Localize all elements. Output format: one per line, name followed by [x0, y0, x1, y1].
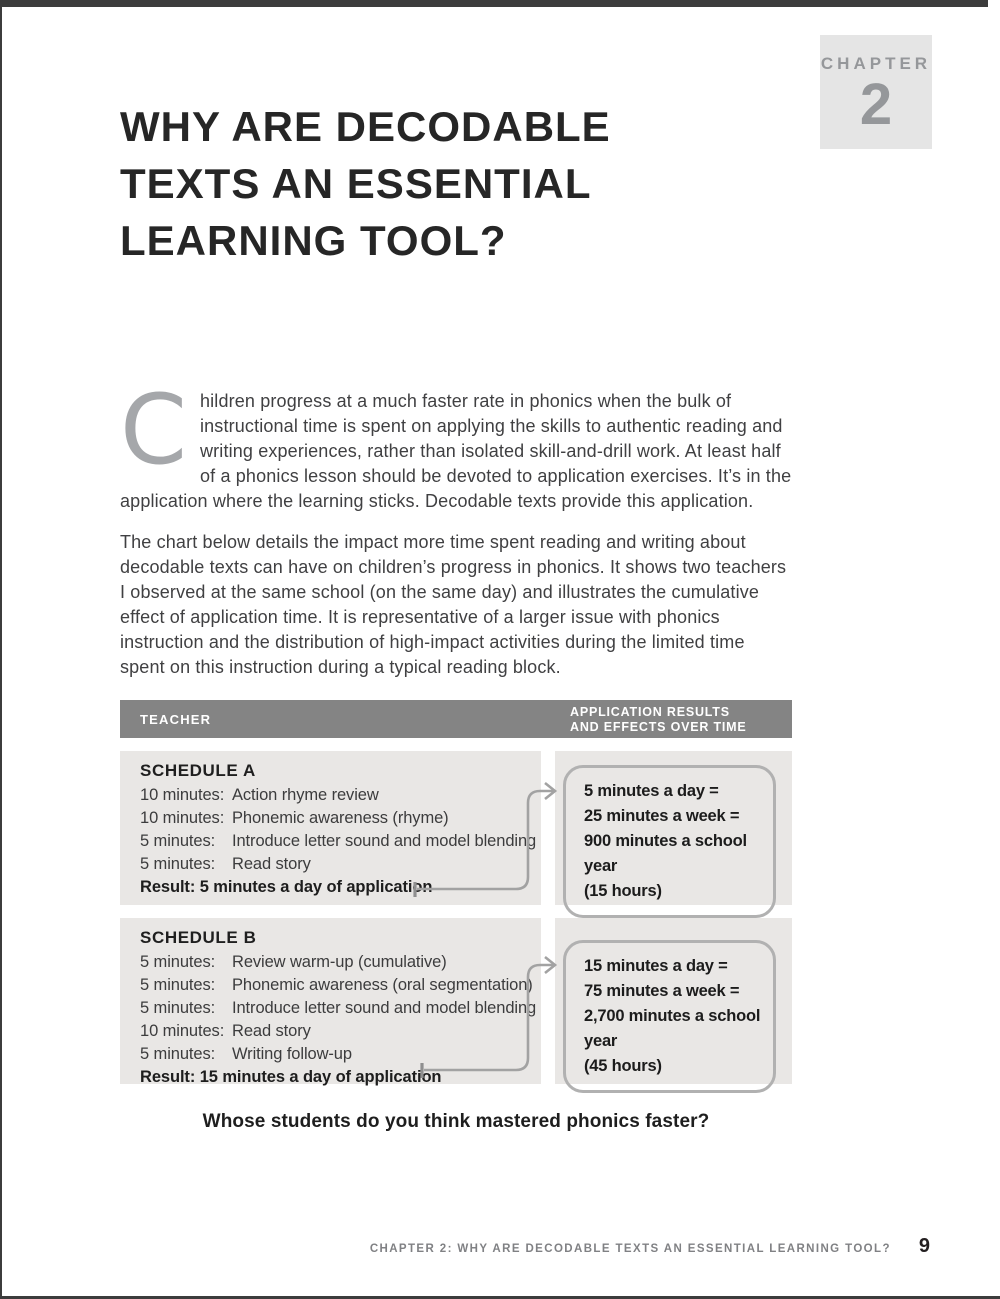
schedule-item [140, 997, 541, 1020]
schedule-item [140, 1043, 541, 1066]
callout-line: 2,700 minutes a school year [584, 1007, 761, 1050]
schedule-b-result: Result: 15 minutes a day of application [140, 1068, 442, 1086]
intro-paragraph [120, 374, 792, 514]
schedule-item [140, 1020, 541, 1043]
item-duration: 5 minutes: [140, 976, 216, 994]
chart-intro-paragraph: The chart below details the impact more time spent reading and writing about decodable texts can have on children’s progress in phonics. It shows two teachers I observed at the same school (on the same day) and illustrates the cumulative effect of application time. It is representative of a larger issue with phonics instruction and the distribution of high-impact activities during the limited time spent on this instruction during a typical reading block. [120, 532, 787, 677]
schedule-a-panel [120, 751, 541, 905]
item-activity: Phonemic awareness (rhyme) [232, 809, 449, 827]
schedule-b-row [120, 918, 792, 1084]
schedule-a-callout [563, 765, 776, 918]
chart-header-results [570, 700, 747, 738]
schedule-a-results-panel [555, 751, 792, 905]
schedule-item [140, 951, 541, 974]
schedule-a-result: Result: 5 minutes a day of application [140, 878, 433, 896]
item-activity: Introduce letter sound and model blending [232, 832, 537, 850]
page-title-line-2: TEXTS AN ESSENTIAL [120, 160, 592, 207]
page-content [120, 0, 792, 1133]
item-duration: 5 minutes: [140, 855, 216, 873]
chapter-number: 2 [859, 72, 893, 137]
schedule-item [140, 807, 541, 830]
callout-line: 15 minutes a day = [584, 957, 728, 975]
page-number: 9 [918, 1235, 930, 1257]
item-activity: Read story [232, 1022, 311, 1040]
schedule-b-callout [563, 940, 776, 1093]
intro-paragraph-text: hildren progress at a much faster rate in phonics when the bulk of instructional time is spent on applying the skills to authentic reading and writing experiences, rather than isolated skill-and-drill work. At least half of a phonics lesson should be devoted to application exercises. It’s in the application where the learning sticks. Decodable texts provide this application. [120, 391, 792, 511]
callout-line: 5 minutes a day = [584, 782, 719, 800]
callout-line: 900 minutes a school year [584, 832, 747, 875]
chart-header-teacher: TEACHER [140, 712, 212, 727]
page-title [120, 98, 792, 269]
item-duration: 10 minutes: [140, 809, 225, 827]
schedule-b-title: SCHEDULE B [140, 928, 257, 947]
schedule-item [140, 974, 541, 997]
item-activity: Introduce letter sound and model blending [232, 999, 537, 1017]
schedule-a-title: SCHEDULE A [140, 761, 256, 780]
item-activity: Phonemic awareness (oral segmentation) [232, 976, 533, 994]
item-activity: Review warm-up (cumulative) [232, 953, 447, 971]
item-activity: Read story [232, 855, 311, 873]
chart-question: Whose students do you think mastered phonics faster? [202, 1111, 710, 1132]
chapter-label: CHAPTER [820, 54, 932, 73]
chart-header-results-line-2: AND EFFECTS OVER TIME [570, 720, 747, 734]
page-edge-left [0, 0, 2, 1299]
page-title-line-1: WHY ARE DECODABLE [120, 103, 611, 150]
schedule-b-panel [120, 918, 541, 1084]
callout-line: (15 hours) [584, 882, 662, 900]
item-duration: 5 minutes: [140, 1045, 216, 1063]
teacher-comparison-chart [120, 700, 792, 1084]
callout-line: 25 minutes a week = [584, 807, 740, 825]
item-duration: 10 minutes: [140, 786, 225, 804]
chart-header-results-line-1: APPLICATION RESULTS [570, 705, 730, 719]
item-duration: 10 minutes: [140, 1022, 225, 1040]
item-duration: 5 minutes: [140, 953, 216, 971]
schedule-a-row [120, 751, 792, 905]
schedule-item [140, 853, 541, 876]
drop-cap: C [120, 374, 188, 486]
item-activity: Writing follow-up [232, 1045, 352, 1063]
schedule-b-results-panel [555, 918, 792, 1084]
item-duration: 5 minutes: [140, 999, 216, 1017]
callout-line: 75 minutes a week = [584, 982, 740, 1000]
item-duration: 5 minutes: [140, 832, 216, 850]
chapter-badge [820, 35, 932, 149]
item-activity: Action rhyme review [232, 786, 379, 804]
callout-line: (45 hours) [584, 1057, 662, 1075]
chart-header-bar [120, 700, 792, 738]
running-header: CHAPTER 2: WHY ARE DECODABLE TEXTS AN ESSENTIAL LEARNING TOOL? [369, 1243, 891, 1255]
schedule-item [140, 830, 541, 853]
page-footer [0, 1235, 930, 1258]
schedule-item [140, 784, 541, 807]
page-title-line-3: LEARNING TOOL? [120, 217, 507, 264]
